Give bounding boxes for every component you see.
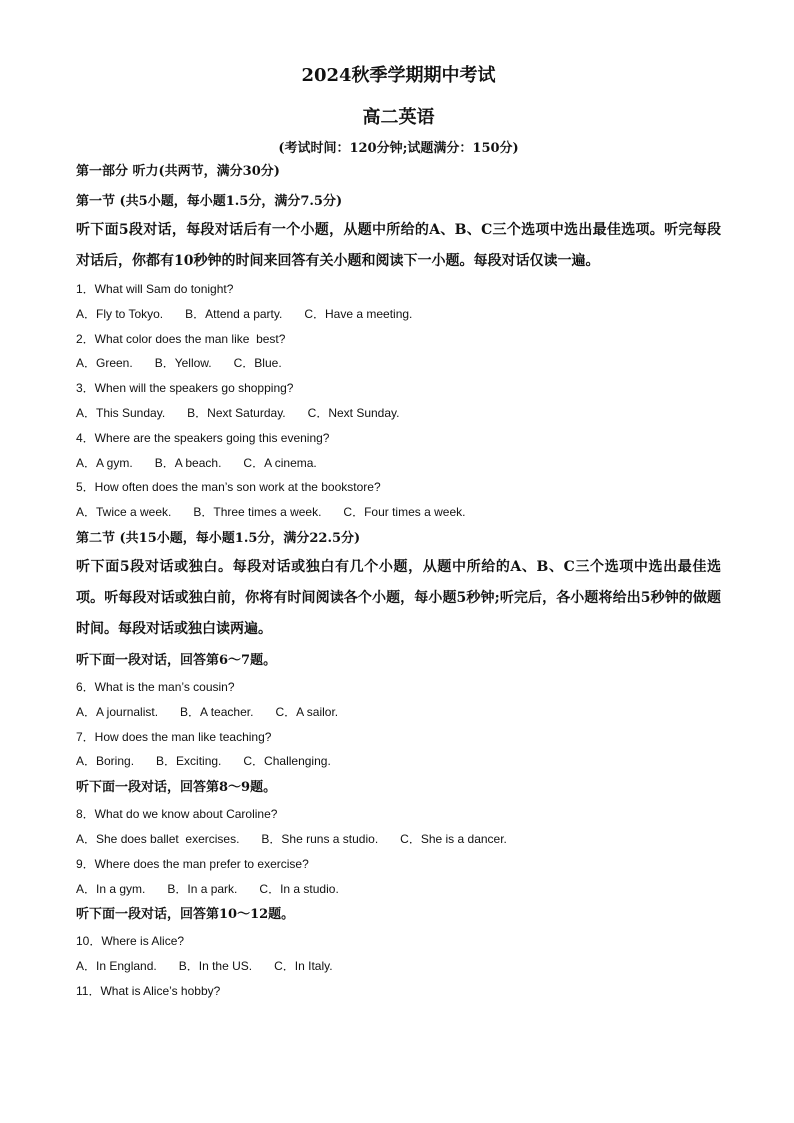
option-a: A．Fly to Tokyo. xyxy=(76,306,164,321)
option-c: C．Four times a week. xyxy=(343,505,466,520)
option-c: C．A cinema. xyxy=(243,455,317,470)
section2-heading: 第二节 (共15小题，每小题1.5分，满分22.5分) xyxy=(76,530,361,546)
option-b: B．Yellow. xyxy=(154,356,212,371)
section1-heading: 第一节 (共5小题，每小题1.5分，满分7.5分) xyxy=(76,194,343,209)
part1-heading: 第一部分 听力(共两节，满分30分) xyxy=(76,164,280,179)
question-options xyxy=(76,877,721,902)
question-options xyxy=(76,351,721,376)
group-heading: 听下面一段对话，回答第8～9题。 xyxy=(76,780,277,796)
question-options xyxy=(76,401,721,426)
group-heading: 听下面一段对话，回答第6～7题。 xyxy=(76,652,277,668)
question-options xyxy=(76,700,721,725)
option-b: B．Three times a week. xyxy=(193,505,322,520)
question-options xyxy=(76,500,721,525)
option-a: A．A gym. xyxy=(76,455,133,470)
option-a: A．In England. xyxy=(76,959,157,974)
question-stem: 10．Where is Alice? xyxy=(76,934,185,949)
option-b: B．Next Saturday. xyxy=(187,405,286,420)
question-stem: 5．How often does the man’s son work at the bookstore? xyxy=(76,480,381,495)
option-a: A．Green. xyxy=(76,356,133,371)
question-stem: 3．When will the speakers go shopping? xyxy=(76,381,294,396)
question-stem: 4．Where are the speakers going this evening? xyxy=(76,430,330,445)
option-a: A．This Sunday. xyxy=(76,405,166,420)
question-stem: 2．What color does the man like best? xyxy=(76,331,286,346)
option-b: B．A teacher. xyxy=(180,704,254,719)
option-b: B．In a park. xyxy=(167,881,238,896)
exam-page xyxy=(76,60,721,1004)
option-b: B．In the US. xyxy=(178,959,253,974)
option-c: C．Have a meeting. xyxy=(304,306,413,321)
group-heading: 听下面一段对话，回答第10～12题。 xyxy=(76,907,295,923)
option-b: B．A beach. xyxy=(154,455,222,470)
question-stem: 7．How does the man like teaching? xyxy=(76,729,272,744)
question-options xyxy=(76,451,721,476)
option-b: B．Attend a party. xyxy=(185,306,283,321)
question-options xyxy=(76,954,721,979)
question-stem: 8．What do we know about Caroline? xyxy=(76,807,278,822)
option-c: C．Blue. xyxy=(233,356,282,371)
question-stem: 1．What will Sam do tonight? xyxy=(76,282,234,296)
option-b: B．Exciting. xyxy=(156,754,222,769)
question-stem: 9．Where does the man prefer to exercise? xyxy=(76,856,309,871)
question-stem: 11．What is Alice’s hobby? xyxy=(76,983,221,998)
option-b: B．She runs a studio. xyxy=(261,831,379,846)
exam-info: (考试时间：120分钟;试题满分：150分) xyxy=(278,141,519,156)
option-a: A．Boring. xyxy=(76,754,135,769)
option-a: A．She does ballet exercises. xyxy=(76,831,240,846)
exam-title: 2024秋季学期期中考试 xyxy=(301,65,496,86)
option-a: A．A journalist. xyxy=(76,704,159,719)
question-options xyxy=(76,749,721,774)
option-c: C．In a studio. xyxy=(259,881,339,896)
section2-instructions: 听下面5段对话或独白。每段对话或独白有几个小题，从题中所给的A、B、C三个选项中选出最佳选项。听每段对话或独白前，你将有时间阅读各个小题，每小题5秒钟;听完后，各小题将给出5秒钟的做题时间。每段对话或独白读两遍。 xyxy=(76,558,721,637)
option-c: C．A sailor. xyxy=(275,704,339,719)
question-options xyxy=(76,827,721,852)
section1-instructions: 听下面5段对话，每段对话后有一个小题，从题中所给的A、B、C三个选项中选出最佳选项。听完每段对话后，你都有10秒钟的时间来回答有关小题和阅读下一小题。每段对话仅读一遍。 xyxy=(76,222,721,269)
option-a: A．In a gym. xyxy=(76,881,146,896)
option-c: C．She is a dancer. xyxy=(400,831,507,846)
option-c: C．Next Sunday. xyxy=(307,405,400,420)
question-stem: 6．What is the man’s cousin? xyxy=(76,679,235,694)
option-a: A．Twice a week. xyxy=(76,505,172,520)
question-options xyxy=(76,302,721,327)
option-c: C．Challenging. xyxy=(243,754,331,769)
option-c: C．In Italy. xyxy=(274,959,333,974)
subject-title: 高二英语 xyxy=(362,107,435,128)
